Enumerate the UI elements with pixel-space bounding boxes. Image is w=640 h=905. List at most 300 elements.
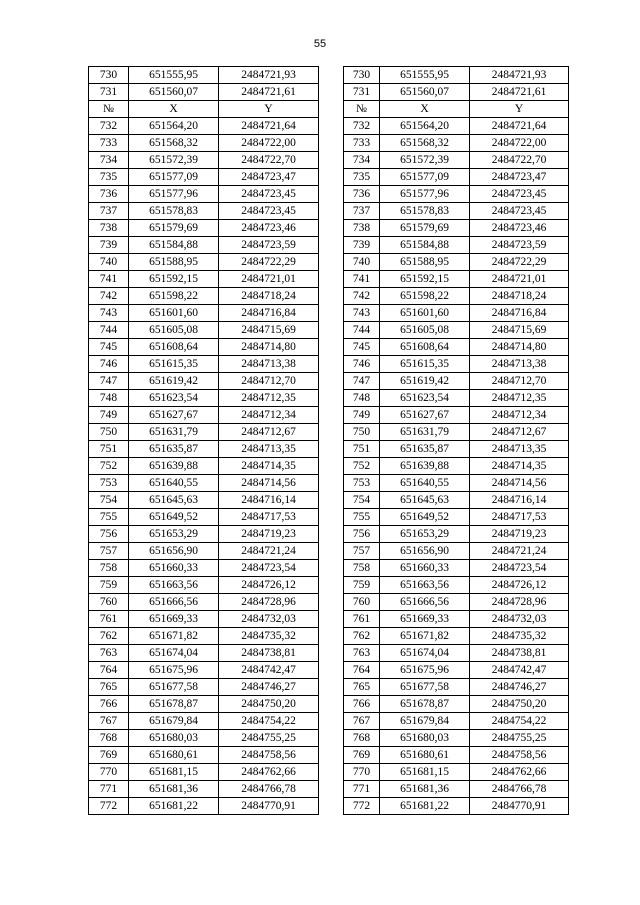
point-number-cell: 768 — [344, 730, 380, 747]
x-coordinate-cell: 651663,56 — [129, 577, 219, 594]
x-coordinate-cell: 651663,56 — [380, 577, 470, 594]
y-coordinate-cell: 2484750,20 — [470, 696, 569, 713]
column-gap — [319, 662, 344, 679]
column-gap — [319, 169, 344, 186]
column-gap — [319, 220, 344, 237]
table-row — [89, 152, 569, 169]
point-number-cell: 751 — [344, 441, 380, 458]
point-number-cell: 748 — [344, 390, 380, 407]
point-number-cell: 760 — [344, 594, 380, 611]
y-coordinate-cell: 2484722,70 — [470, 152, 569, 169]
x-coordinate-cell: 651660,33 — [380, 560, 470, 577]
point-number-cell: 763 — [89, 645, 129, 662]
point-number-cell: 737 — [344, 203, 380, 220]
point-number-cell: 746 — [344, 356, 380, 373]
table-row — [89, 441, 569, 458]
table-row — [89, 628, 569, 645]
y-coordinate-cell: 2484723,45 — [470, 186, 569, 203]
table-row — [89, 713, 569, 730]
y-coordinate-cell: 2484723,45 — [219, 203, 319, 220]
x-coordinate-cell: 651675,96 — [380, 662, 470, 679]
point-number-cell: 768 — [89, 730, 129, 747]
table-row — [89, 611, 569, 628]
point-number-cell: 738 — [344, 220, 380, 237]
y-coordinate-cell: 2484714,56 — [470, 475, 569, 492]
table-row — [89, 237, 569, 254]
y-coordinate-cell: 2484755,25 — [219, 730, 319, 747]
y-coordinate-cell: 2484762,66 — [470, 764, 569, 781]
column-gap — [319, 356, 344, 373]
x-coordinate-cell: 651577,96 — [129, 186, 219, 203]
y-coordinate-cell: 2484742,47 — [470, 662, 569, 679]
point-number-cell: 762 — [89, 628, 129, 645]
x-coordinate-cell: 651598,22 — [380, 288, 470, 305]
y-coordinate-cell: 2484723,45 — [219, 186, 319, 203]
x-coordinate-cell: 651627,67 — [380, 407, 470, 424]
point-number-cell: 733 — [89, 135, 129, 152]
column-gap — [319, 594, 344, 611]
point-number-cell: 734 — [89, 152, 129, 169]
y-coordinate-cell: 2484738,81 — [470, 645, 569, 662]
point-number-cell: 733 — [344, 135, 380, 152]
point-number-cell: 741 — [344, 271, 380, 288]
header-y: Y — [470, 101, 569, 118]
x-coordinate-cell: 651568,32 — [380, 135, 470, 152]
x-coordinate-cell: 651568,32 — [129, 135, 219, 152]
y-coordinate-cell: 2484754,22 — [219, 713, 319, 730]
table-row — [89, 390, 569, 407]
y-coordinate-cell: 2484732,03 — [219, 611, 319, 628]
table-row — [89, 271, 569, 288]
y-coordinate-cell: 2484723,46 — [470, 220, 569, 237]
x-coordinate-cell: 651640,55 — [129, 475, 219, 492]
y-coordinate-cell: 2484714,56 — [219, 475, 319, 492]
point-number-cell: 749 — [344, 407, 380, 424]
point-number-cell: 753 — [89, 475, 129, 492]
x-coordinate-cell: 651555,95 — [129, 67, 219, 84]
table-row — [89, 475, 569, 492]
x-coordinate-cell: 651631,79 — [380, 424, 470, 441]
point-number-cell: 731 — [344, 84, 380, 101]
y-coordinate-cell: 2484746,27 — [470, 679, 569, 696]
point-number-cell: 756 — [89, 526, 129, 543]
table-row — [89, 339, 569, 356]
x-coordinate-cell: 651639,88 — [380, 458, 470, 475]
point-number-cell: 754 — [89, 492, 129, 509]
point-number-cell: 737 — [89, 203, 129, 220]
point-number-cell: 769 — [344, 747, 380, 764]
point-number-cell: 770 — [344, 764, 380, 781]
column-gap — [319, 509, 344, 526]
y-coordinate-cell: 2484726,12 — [470, 577, 569, 594]
column-gap — [319, 84, 344, 101]
y-coordinate-cell: 2484713,35 — [470, 441, 569, 458]
y-coordinate-cell: 2484722,29 — [470, 254, 569, 271]
table-row — [89, 84, 569, 101]
point-number-cell: 772 — [89, 798, 129, 815]
table-row — [89, 543, 569, 560]
point-number-cell: 749 — [89, 407, 129, 424]
column-gap — [319, 645, 344, 662]
column-gap — [319, 441, 344, 458]
x-coordinate-cell: 651669,33 — [380, 611, 470, 628]
x-coordinate-cell: 651680,61 — [380, 747, 470, 764]
y-coordinate-cell: 2484717,53 — [470, 509, 569, 526]
x-coordinate-cell: 651675,96 — [129, 662, 219, 679]
y-coordinate-cell: 2484722,29 — [219, 254, 319, 271]
x-coordinate-cell: 651577,09 — [380, 169, 470, 186]
table-row — [89, 322, 569, 339]
column-gap — [319, 390, 344, 407]
y-coordinate-cell: 2484714,80 — [470, 339, 569, 356]
point-number-cell: 742 — [344, 288, 380, 305]
y-coordinate-cell: 2484712,67 — [470, 424, 569, 441]
y-coordinate-cell: 2484726,12 — [219, 577, 319, 594]
x-coordinate-cell: 651678,87 — [129, 696, 219, 713]
y-coordinate-cell: 2484713,38 — [470, 356, 569, 373]
x-coordinate-cell: 651645,63 — [380, 492, 470, 509]
table-row — [89, 407, 569, 424]
y-coordinate-cell: 2484712,35 — [219, 390, 319, 407]
table-row — [89, 424, 569, 441]
y-coordinate-cell: 2484712,35 — [470, 390, 569, 407]
y-coordinate-cell: 2484754,22 — [470, 713, 569, 730]
x-coordinate-cell: 651635,87 — [380, 441, 470, 458]
point-number-cell: 761 — [344, 611, 380, 628]
column-gap — [319, 543, 344, 560]
y-coordinate-cell: 2484716,14 — [219, 492, 319, 509]
y-coordinate-cell: 2484723,46 — [219, 220, 319, 237]
y-coordinate-cell: 2484746,27 — [219, 679, 319, 696]
point-number-cell: 750 — [344, 424, 380, 441]
point-number-cell: 771 — [344, 781, 380, 798]
x-coordinate-cell: 651653,29 — [129, 526, 219, 543]
table-row — [89, 186, 569, 203]
y-coordinate-cell: 2484712,70 — [219, 373, 319, 390]
point-number-cell: 746 — [89, 356, 129, 373]
y-coordinate-cell: 2484721,93 — [470, 67, 569, 84]
table-row — [89, 645, 569, 662]
x-coordinate-cell: 651572,39 — [129, 152, 219, 169]
point-number-cell: 755 — [89, 509, 129, 526]
column-gap — [319, 781, 344, 798]
y-coordinate-cell: 2484715,69 — [470, 322, 569, 339]
y-coordinate-cell: 2484735,32 — [470, 628, 569, 645]
point-number-cell: 747 — [344, 373, 380, 390]
coordinates-table — [88, 66, 569, 815]
x-coordinate-cell: 651681,15 — [380, 764, 470, 781]
point-number-cell: 735 — [89, 169, 129, 186]
point-number-cell: 747 — [89, 373, 129, 390]
column-gap — [319, 101, 344, 118]
y-coordinate-cell: 2484721,64 — [219, 118, 319, 135]
point-number-cell: 759 — [89, 577, 129, 594]
x-coordinate-cell: 651649,52 — [380, 509, 470, 526]
table-row — [89, 730, 569, 747]
y-coordinate-cell: 2484742,47 — [219, 662, 319, 679]
x-coordinate-cell: 651681,36 — [380, 781, 470, 798]
x-coordinate-cell: 651649,52 — [129, 509, 219, 526]
x-coordinate-cell: 651640,55 — [380, 475, 470, 492]
y-coordinate-cell: 2484721,61 — [470, 84, 569, 101]
y-coordinate-cell: 2484721,24 — [219, 543, 319, 560]
point-number-cell: 745 — [89, 339, 129, 356]
x-coordinate-cell: 651679,84 — [380, 713, 470, 730]
y-coordinate-cell: 2484728,96 — [470, 594, 569, 611]
y-coordinate-cell: 2484722,00 — [470, 135, 569, 152]
page-number: 55 — [313, 38, 327, 50]
point-number-cell: 766 — [89, 696, 129, 713]
header-x: X — [129, 101, 219, 118]
y-coordinate-cell: 2484721,93 — [219, 67, 319, 84]
x-coordinate-cell: 651608,64 — [129, 339, 219, 356]
y-coordinate-cell: 2484722,00 — [219, 135, 319, 152]
point-number-cell: 767 — [344, 713, 380, 730]
point-number-cell: 770 — [89, 764, 129, 781]
point-number-cell: 730 — [344, 67, 380, 84]
point-number-cell: 730 — [89, 67, 129, 84]
y-coordinate-cell: 2484766,78 — [219, 781, 319, 798]
x-coordinate-cell: 651680,61 — [129, 747, 219, 764]
x-coordinate-cell: 651680,03 — [129, 730, 219, 747]
table-row — [89, 594, 569, 611]
x-coordinate-cell: 651681,22 — [380, 798, 470, 815]
y-coordinate-cell: 2484721,61 — [219, 84, 319, 101]
table-row — [89, 526, 569, 543]
point-number-cell: 758 — [89, 560, 129, 577]
coordinates-table-body — [89, 67, 569, 815]
table-row — [89, 781, 569, 798]
header-number: № — [344, 101, 380, 118]
x-coordinate-cell: 651660,33 — [129, 560, 219, 577]
x-coordinate-cell: 651579,69 — [380, 220, 470, 237]
point-number-cell: 764 — [344, 662, 380, 679]
y-coordinate-cell: 2484758,56 — [470, 747, 569, 764]
x-coordinate-cell: 651560,07 — [380, 84, 470, 101]
x-coordinate-cell: 651681,15 — [129, 764, 219, 781]
x-coordinate-cell: 651631,79 — [129, 424, 219, 441]
point-number-cell: 732 — [89, 118, 129, 135]
point-number-cell: 756 — [344, 526, 380, 543]
y-coordinate-cell: 2484722,70 — [219, 152, 319, 169]
table-row — [89, 696, 569, 713]
point-number-cell: 755 — [344, 509, 380, 526]
y-coordinate-cell: 2484723,45 — [470, 203, 569, 220]
table-row — [89, 509, 569, 526]
y-coordinate-cell: 2484723,47 — [470, 169, 569, 186]
x-coordinate-cell: 651592,15 — [380, 271, 470, 288]
table-row — [89, 747, 569, 764]
point-number-cell: 760 — [89, 594, 129, 611]
x-coordinate-cell: 651679,84 — [129, 713, 219, 730]
x-coordinate-cell: 651578,83 — [129, 203, 219, 220]
x-coordinate-cell: 651680,03 — [380, 730, 470, 747]
x-coordinate-cell: 651592,15 — [129, 271, 219, 288]
x-coordinate-cell: 651677,58 — [129, 679, 219, 696]
y-coordinate-cell: 2484712,67 — [219, 424, 319, 441]
point-number-cell: 757 — [89, 543, 129, 560]
point-number-cell: 732 — [344, 118, 380, 135]
x-coordinate-cell: 651639,88 — [129, 458, 219, 475]
y-coordinate-cell: 2484770,91 — [219, 798, 319, 815]
column-gap — [319, 764, 344, 781]
column-gap — [319, 254, 344, 271]
y-coordinate-cell: 2484732,03 — [470, 611, 569, 628]
y-coordinate-cell: 2484723,59 — [470, 237, 569, 254]
table-row — [89, 764, 569, 781]
point-number-cell: 738 — [89, 220, 129, 237]
column-gap — [319, 339, 344, 356]
column-gap — [319, 203, 344, 220]
table-row — [89, 577, 569, 594]
point-number-cell: 771 — [89, 781, 129, 798]
x-coordinate-cell: 651671,82 — [380, 628, 470, 645]
x-coordinate-cell: 651619,42 — [380, 373, 470, 390]
y-coordinate-cell: 2484715,69 — [219, 322, 319, 339]
y-coordinate-cell: 2484721,01 — [219, 271, 319, 288]
y-coordinate-cell: 2484723,59 — [219, 237, 319, 254]
x-coordinate-cell: 651584,88 — [380, 237, 470, 254]
x-coordinate-cell: 651635,87 — [129, 441, 219, 458]
table-row — [89, 356, 569, 373]
y-coordinate-cell: 2484723,54 — [219, 560, 319, 577]
point-number-cell: 743 — [344, 305, 380, 322]
header-y: Y — [219, 101, 319, 118]
x-coordinate-cell: 651615,35 — [380, 356, 470, 373]
y-coordinate-cell: 2484762,66 — [219, 764, 319, 781]
header-row — [89, 101, 569, 118]
y-coordinate-cell: 2484712,70 — [470, 373, 569, 390]
y-coordinate-cell: 2484716,84 — [219, 305, 319, 322]
x-coordinate-cell: 651645,63 — [129, 492, 219, 509]
y-coordinate-cell: 2484712,34 — [470, 407, 569, 424]
point-number-cell: 744 — [89, 322, 129, 339]
point-number-cell: 740 — [344, 254, 380, 271]
table-row — [89, 135, 569, 152]
y-coordinate-cell: 2484719,23 — [470, 526, 569, 543]
point-number-cell: 763 — [344, 645, 380, 662]
y-coordinate-cell: 2484735,32 — [219, 628, 319, 645]
point-number-cell: 748 — [89, 390, 129, 407]
point-number-cell: 753 — [344, 475, 380, 492]
x-coordinate-cell: 651681,36 — [129, 781, 219, 798]
table-row — [89, 798, 569, 815]
header-number: № — [89, 101, 129, 118]
table-row — [89, 254, 569, 271]
table-row — [89, 305, 569, 322]
column-gap — [319, 560, 344, 577]
y-coordinate-cell: 2484723,54 — [470, 560, 569, 577]
table-row — [89, 458, 569, 475]
column-gap — [319, 628, 344, 645]
y-coordinate-cell: 2484723,47 — [219, 169, 319, 186]
x-coordinate-cell: 651615,35 — [129, 356, 219, 373]
y-coordinate-cell: 2484750,20 — [219, 696, 319, 713]
table-row — [89, 169, 569, 186]
x-coordinate-cell: 651656,90 — [129, 543, 219, 560]
table-row — [89, 288, 569, 305]
column-gap — [319, 67, 344, 84]
column-gap — [319, 730, 344, 747]
x-coordinate-cell: 651579,69 — [129, 220, 219, 237]
point-number-cell: 765 — [344, 679, 380, 696]
column-gap — [319, 611, 344, 628]
point-number-cell: 742 — [89, 288, 129, 305]
y-coordinate-cell: 2484713,35 — [219, 441, 319, 458]
y-coordinate-cell: 2484718,24 — [470, 288, 569, 305]
point-number-cell: 758 — [344, 560, 380, 577]
table-row — [89, 203, 569, 220]
x-coordinate-cell: 651605,08 — [129, 322, 219, 339]
point-number-cell: 741 — [89, 271, 129, 288]
x-coordinate-cell: 651623,54 — [129, 390, 219, 407]
x-coordinate-cell: 651598,22 — [129, 288, 219, 305]
point-number-cell: 743 — [89, 305, 129, 322]
y-coordinate-cell: 2484714,80 — [219, 339, 319, 356]
x-coordinate-cell: 651666,56 — [129, 594, 219, 611]
column-gap — [319, 696, 344, 713]
column-gap — [319, 679, 344, 696]
point-number-cell: 752 — [344, 458, 380, 475]
column-gap — [319, 458, 344, 475]
x-coordinate-cell: 651627,67 — [129, 407, 219, 424]
point-number-cell: 762 — [344, 628, 380, 645]
column-gap — [319, 186, 344, 203]
x-coordinate-cell: 651619,42 — [129, 373, 219, 390]
point-number-cell: 752 — [89, 458, 129, 475]
column-gap — [319, 288, 344, 305]
point-number-cell: 745 — [344, 339, 380, 356]
column-gap — [319, 577, 344, 594]
x-coordinate-cell: 651564,20 — [380, 118, 470, 135]
point-number-cell: 740 — [89, 254, 129, 271]
x-coordinate-cell: 651588,95 — [380, 254, 470, 271]
x-coordinate-cell: 651677,58 — [380, 679, 470, 696]
point-number-cell: 765 — [89, 679, 129, 696]
y-coordinate-cell: 2484714,35 — [219, 458, 319, 475]
column-gap — [319, 526, 344, 543]
table-row — [89, 560, 569, 577]
x-coordinate-cell: 651560,07 — [129, 84, 219, 101]
point-number-cell: 736 — [344, 186, 380, 203]
column-gap — [319, 305, 344, 322]
y-coordinate-cell: 2484716,14 — [470, 492, 569, 509]
header-x: X — [380, 101, 470, 118]
x-coordinate-cell: 651578,83 — [380, 203, 470, 220]
x-coordinate-cell: 651678,87 — [380, 696, 470, 713]
y-coordinate-cell: 2484714,35 — [470, 458, 569, 475]
y-coordinate-cell: 2484770,91 — [470, 798, 569, 815]
x-coordinate-cell: 651605,08 — [380, 322, 470, 339]
x-coordinate-cell: 651656,90 — [380, 543, 470, 560]
column-gap — [319, 322, 344, 339]
column-gap — [319, 135, 344, 152]
table-row — [89, 679, 569, 696]
point-number-cell: 757 — [344, 543, 380, 560]
point-number-cell: 751 — [89, 441, 129, 458]
y-coordinate-cell: 2484716,84 — [470, 305, 569, 322]
y-coordinate-cell: 2484721,64 — [470, 118, 569, 135]
x-coordinate-cell: 651653,29 — [380, 526, 470, 543]
x-coordinate-cell: 651623,54 — [380, 390, 470, 407]
column-gap — [319, 798, 344, 815]
column-gap — [319, 424, 344, 441]
point-number-cell: 735 — [344, 169, 380, 186]
column-gap — [319, 237, 344, 254]
x-coordinate-cell: 651577,96 — [380, 186, 470, 203]
point-number-cell: 769 — [89, 747, 129, 764]
table-row — [89, 118, 569, 135]
